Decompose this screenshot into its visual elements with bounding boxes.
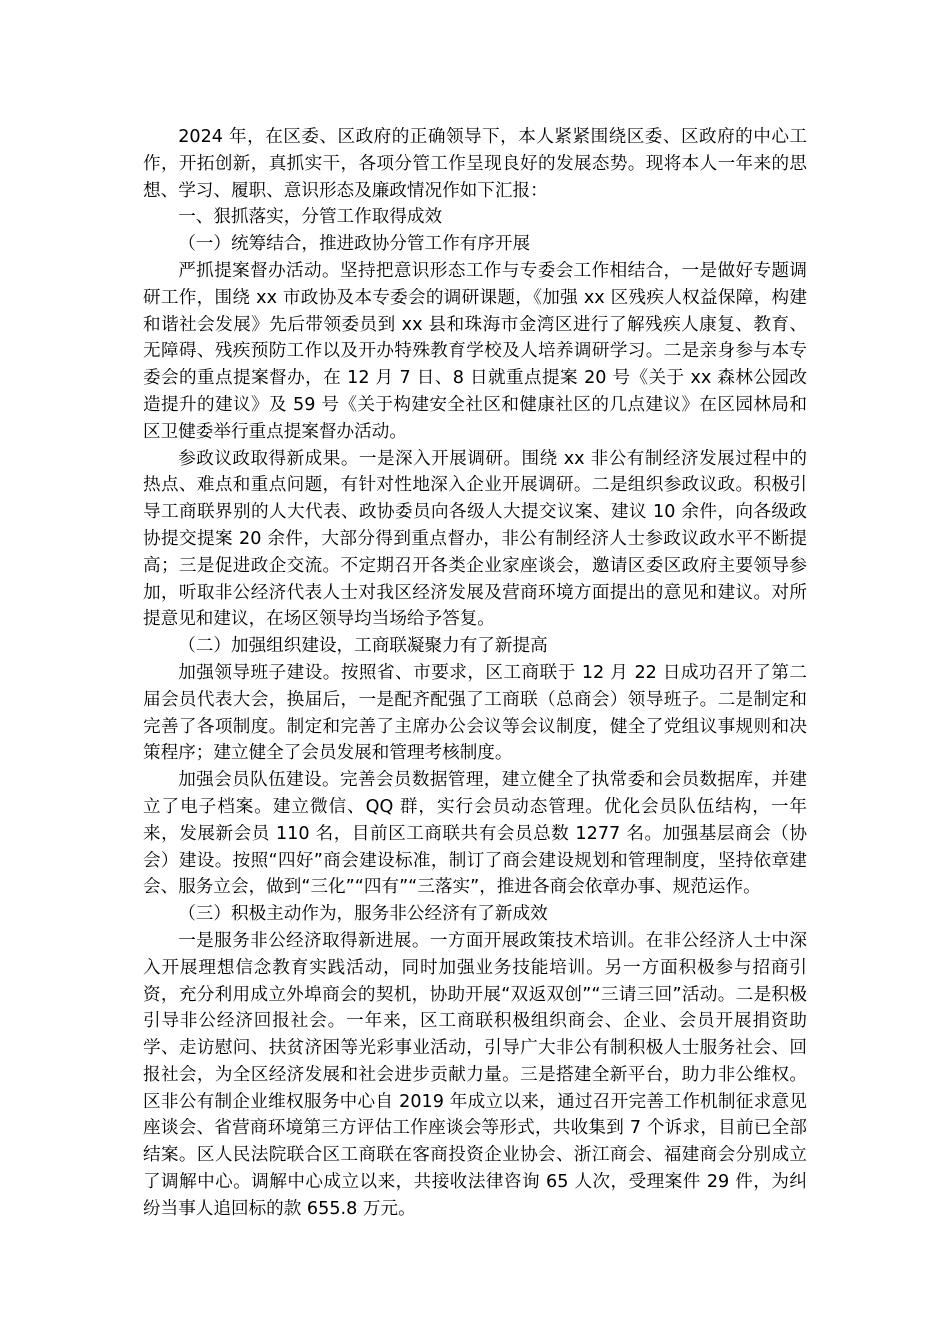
intro-paragraph: 2024 年，在区委、区政府的正确领导下，本人紧紧围绕区委、区政府的中心工作，开拓创新，真抓实干，各项分管工作呈现良好的发展态势。现将本人一年来的思想、学习、履职、意识形态及廉政情况作如下汇报：	[143, 127, 807, 201]
body-paragraph: 严抓提案督办活动。坚持把意识形态工作与专委会工作相结合，一是做好专题调研工作，围绕 xx 市政协及本专委会的调研课题，《加强 xx 区残疾人权益保障，构建和谐社会发展》先后带领委员到 xx 县和珠海市金湾区进行了解残疾人康复、教育、无障碍、残疾预防工作以及开办特殊教育学校及人培养调研学习。二是亲身参与本专委会的重点提案督办，在 12 月 7 日、8 日就重点提案 20 号《关于 xx 森林公园改造提升的建议》及 59 号《关于构建安全社区和健康社区的几点建议》在区园林局和区卫健委举行重点提案督办活动。	[143, 260, 807, 442]
subsection-heading-1: （一）统筹结合，推进政协分管工作有序开展	[178, 234, 531, 255]
document-body	[143, 124, 807, 1223]
subsection-heading-2: （二）加强组织建设，工商联凝聚力有了新提高	[178, 636, 548, 657]
section-heading-1: 一、狠抓落实，分管工作取得成效	[178, 207, 443, 228]
subsection-heading-3: （三）积极主动作为，服务非公经济有了新成效	[178, 904, 548, 925]
body-paragraph: 加强会员队伍建设。完善会员数据管理，建立健全了执常委和会员数据库，并建立了电子档案。建立微信、QQ 群，实行会员动态管理。优化会员队伍结构，一年来，发展新会员 110 名，目前区工商联共有会员总数 1277 名。加强基层商会（协会）建设。按照“四好”商会建设标准，制订了商会建设规划和管理制度，坚持依章建会、服务立会，做到“三化”“四有”“三落实”，推进各商会依章办事、规范运作。	[143, 770, 807, 898]
body-paragraph: 参政议政取得新成果。一是深入开展调研。围绕 xx 非公有制经济发展过程中的热点、难点和重点问题，有针对性地深入企业开展调研。二是组织参政议政。积极引导工商联界别的人大代表、政协委员向各级人大提交议案、建议 10 余件，向各级政协提交提案 20 余件，大部分得到重点督办，非公有制经济人士参政议政水平不断提高；三是促进政企交流。不定期召开各类企业家座谈会，邀请区委区政府主要领导参加，听取非公经济代表人士对我区经济发展及营商环境方面提出的意见和建议。对所提意见和建议，在场区领导均当场给予答复。	[143, 448, 807, 630]
body-paragraph: 加强领导班子建设。按照省、市要求，区工商联于 12 月 22 日成功召开了第二届会员代表大会，换届后，一是配齐配强了工商联（总商会）领导班子。二是制定和完善了各项制度。制定和完善了主席办公会议等会议制度，健全了党组议事规则和决策程序；建立健全了会员发展和管理考核制度。	[143, 662, 807, 764]
body-paragraph: 一是服务非公经济取得新进展。一方面开展政策技术培训。在非公经济人士中深入开展理想信念教育实践活动，同时加强业务技能培训。另一方面积极参与招商引资，充分利用成立外埠商会的契机，协助开展“双返双创”“三请三回”活动。二是积极引导非公经济回报社会。一年来，区工商联积极组织商会、企业、会员开展捐资助学、走访慰问、扶贫济困等光彩事业活动，引导广大非公有制积极人士服务社会、回报社会，为全区经济发展和社会进步贡献力量。三是搭建全新平台，助力非公维权。区非公有制企业维权服务中心自 2019 年成立以来，通过召开完善工作机制征求意见座谈会、省营商环境第三方评估工作座谈会等形式，共收集到 7 个诉求，目前已全部结案。区人民法院联合区工商联在客商投资企业协会、浙江商会、福建商会分别成立了调解中心。调解中心成立以来，共接收法律咨询 65 人次，受理案件 29 件，为纠纷当事人追回标的款 655.8 万元。	[143, 930, 807, 1219]
